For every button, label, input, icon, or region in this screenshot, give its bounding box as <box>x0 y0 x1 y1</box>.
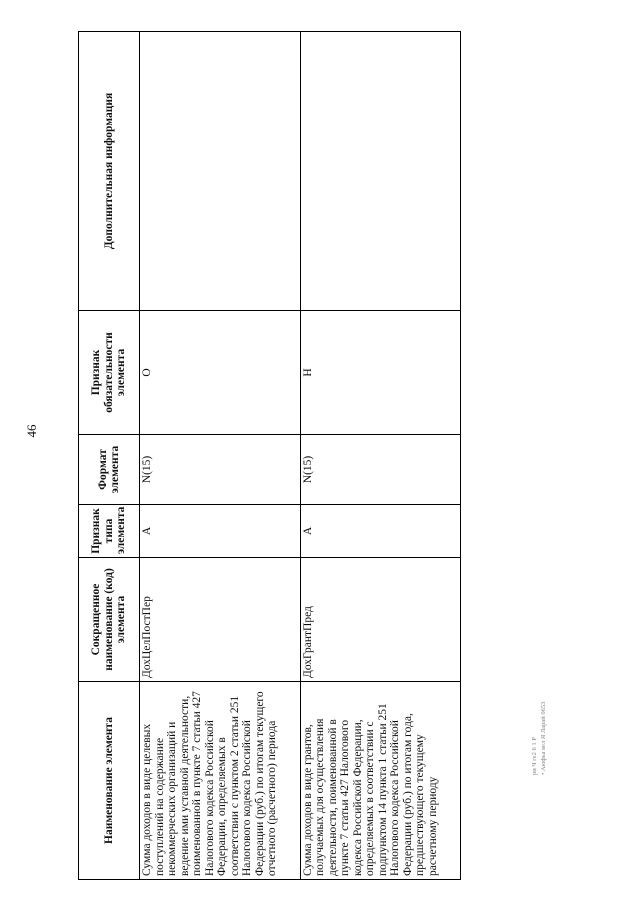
stamp-line: • Аюфьа вел Я Ларай 0653 <box>540 701 547 775</box>
cell-additional-info <box>300 32 461 311</box>
header-element-type: Признак типа элемента <box>79 505 140 558</box>
cell-element-required: О <box>140 311 301 435</box>
cell-element-type: А <box>300 505 461 558</box>
page-number: 46 <box>24 424 39 438</box>
cell-element-name: Сумма доходов в виде грантов, получаемых для осуществления деятельности, поименованной в пункте 7 статьи 427 Налогового кодекса Российской Федерации, определяемых в соответствии с подпунктом 14 пункта 1 статьи 251 Налогового кодекса Российской Федерации (руб.) по итогам года, предшествующего текущему расчетному периоду <box>300 682 461 880</box>
header-element-name: Наименование элемента <box>79 682 140 880</box>
header-element-code: Сокращенное наименование (код) элемента <box>79 558 140 682</box>
header-element-format: Формат элемента <box>79 435 140 505</box>
stamp-line: ри Ч ге2 6 1 Р <box>531 737 538 775</box>
elements-table <box>78 31 461 880</box>
cell-element-type: А <box>140 505 301 558</box>
table-header-row <box>79 32 140 880</box>
cell-element-format: N(15) <box>140 435 301 505</box>
cell-element-name: Сумма доходов в виде целевых поступлений на содержание некоммерческих организаций и ведение ими уставной деятельности, поименованной в пункте 7 статьи 427 Налогового кодекса Российской Федерации, определяемых в соответствии с пунктом 2 статьи 251 Налогового кодекса Российской Федерации (руб.) по итогам текущего отчетного (расчетного) периода <box>140 682 301 880</box>
table-container <box>78 32 461 880</box>
cell-element-code: ДохГрантПред <box>300 558 461 682</box>
cell-element-format: N(15) <box>300 435 461 505</box>
cell-element-required: Н <box>300 311 461 435</box>
table-row <box>300 32 461 880</box>
cell-element-code: ДохЦелПостПер <box>140 558 301 682</box>
cell-additional-info <box>140 32 301 311</box>
registration-stamp <box>530 555 564 775</box>
header-element-required: Признак обязательности элемента <box>79 311 140 435</box>
table-row <box>140 32 301 880</box>
header-additional-info: Дополнительная информация <box>79 32 140 311</box>
